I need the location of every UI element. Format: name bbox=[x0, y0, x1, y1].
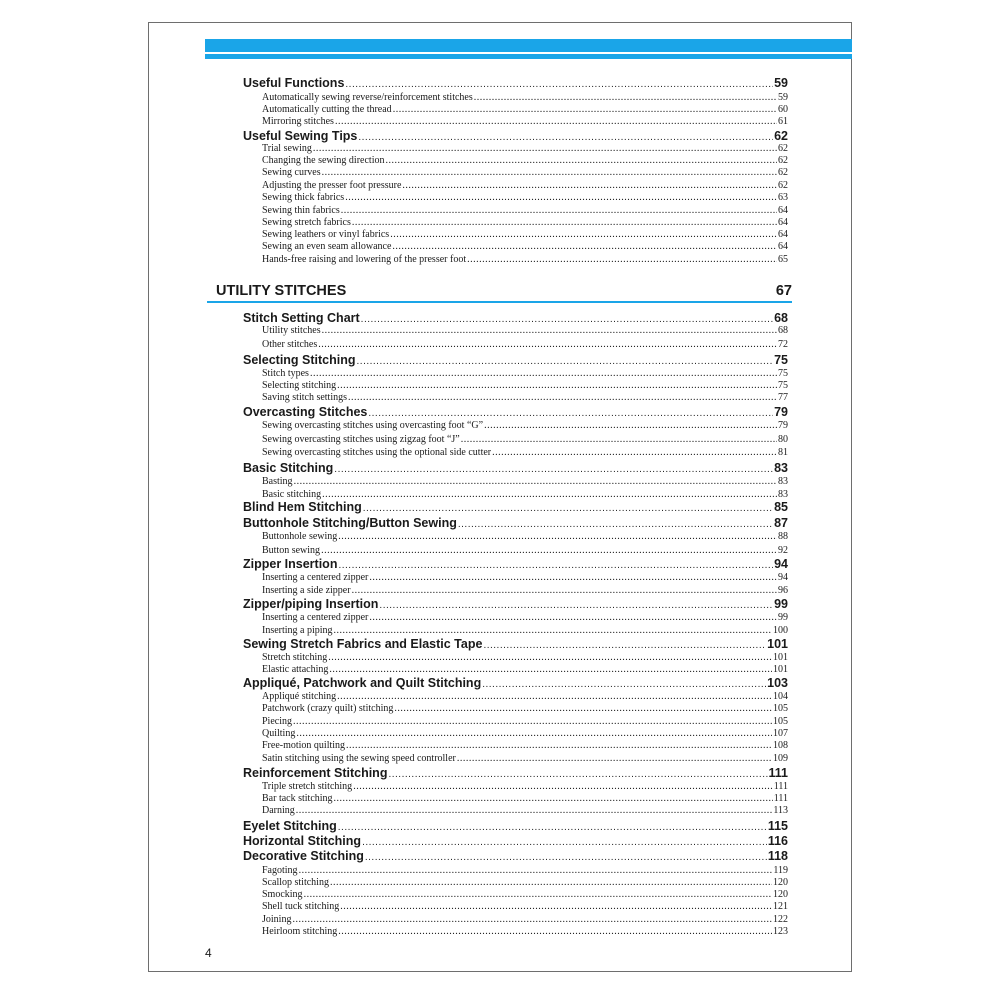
toc-subtitle: Triple stretch stitching bbox=[262, 781, 353, 792]
toc-entry-horizontal-stitching[interactable] bbox=[243, 834, 788, 850]
toc-subentry[interactable] bbox=[262, 155, 788, 167]
toc-subtitle: Selecting stitching bbox=[262, 380, 337, 391]
toc-subpage: 92 bbox=[778, 545, 788, 556]
toc-subtitle: Heirloom stitching bbox=[262, 926, 338, 937]
toc-page: 68 bbox=[774, 311, 788, 325]
toc-subpage: 105 bbox=[773, 703, 788, 714]
toc-subpage: 64 bbox=[778, 241, 788, 252]
toc-subtitle: Saving stitch settings bbox=[262, 392, 347, 403]
toc-subtitle: Inserting a centered zipper bbox=[262, 612, 369, 623]
toc-subtitle: Inserting a side zipper bbox=[262, 585, 351, 596]
toc-title: Buttonhole Stitching/Button Sewing bbox=[243, 516, 457, 530]
toc-subentry[interactable] bbox=[262, 926, 788, 938]
toc-page: 79 bbox=[774, 405, 788, 419]
toc-subpage: 120 bbox=[773, 889, 788, 900]
toc-subpage: 64 bbox=[778, 229, 788, 240]
toc-title: Appliqué, Patchwork and Quilt Stitching bbox=[243, 676, 482, 690]
toc-subentry[interactable] bbox=[262, 476, 788, 488]
toc-page: 62 bbox=[774, 129, 788, 143]
toc-title: Useful Functions bbox=[243, 76, 345, 90]
toc-subpage: 72 bbox=[778, 339, 788, 350]
toc-subpage: 123 bbox=[773, 926, 788, 937]
toc-title: Sewing Stretch Fabrics and Elastic Tape bbox=[243, 637, 483, 651]
toc-subentry[interactable] bbox=[262, 192, 788, 204]
toc-subtitle: Smocking bbox=[262, 889, 303, 900]
toc-subtitle: Stitch types bbox=[262, 368, 309, 379]
toc-subtitle: Sewing overcasting stitches using the optional side cutter bbox=[262, 447, 492, 458]
toc-subentry[interactable] bbox=[262, 652, 788, 664]
toc-title: Zipper Insertion bbox=[243, 557, 338, 571]
toc-subtitle: Inserting a piping bbox=[262, 625, 333, 636]
toc-subtitle: Buttonhole sewing bbox=[262, 531, 338, 542]
toc-subtitle: Scallop stitching bbox=[262, 877, 329, 888]
toc-subentry[interactable] bbox=[262, 434, 788, 446]
toc-subentry[interactable] bbox=[262, 229, 788, 241]
page-number: 4 bbox=[205, 946, 212, 960]
toc-subtitle: Joining bbox=[262, 914, 292, 925]
toc-subpage: 68 bbox=[778, 325, 788, 336]
toc-entry-zipper-piping-insertion[interactable] bbox=[243, 597, 788, 613]
toc-subpage: 108 bbox=[773, 740, 788, 751]
toc-subentry[interactable] bbox=[262, 664, 788, 676]
toc-subtitle: Sewing overcasting stitches using overcasting foot “G” bbox=[262, 420, 484, 431]
toc-subpage: 120 bbox=[773, 877, 788, 888]
toc-subtitle: Trial sewing bbox=[262, 143, 312, 154]
toc-subtitle: Patchwork (crazy quilt) stitching bbox=[262, 703, 394, 714]
toc-subpage: 94 bbox=[778, 572, 788, 583]
toc-subpage: 104 bbox=[773, 691, 788, 702]
toc-subpage: 60 bbox=[778, 104, 788, 115]
toc-title: Blind Hem Stitching bbox=[243, 500, 362, 514]
toc-subentry[interactable] bbox=[262, 625, 788, 637]
toc-subtitle: Sewing leathers or vinyl fabrics bbox=[262, 229, 390, 240]
toc-subpage: 109 bbox=[773, 753, 788, 764]
toc-title: Selecting Stitching bbox=[243, 353, 356, 367]
toc-title: Basic Stitching bbox=[243, 461, 334, 475]
toc-subpage: 100 bbox=[773, 625, 788, 636]
toc-title: Stitch Setting Chart bbox=[243, 311, 360, 325]
toc-subtitle: Sewing thin fabrics bbox=[262, 205, 340, 216]
toc-entry-basic-stitching[interactable] bbox=[243, 461, 788, 477]
toc-subentry[interactable] bbox=[262, 545, 788, 557]
toc-subpage: 101 bbox=[773, 652, 788, 663]
toc-subentry[interactable] bbox=[262, 325, 788, 337]
toc-subtitle: Hands-free raising and lowering of the presser foot bbox=[262, 254, 467, 265]
section-page: 67 bbox=[775, 283, 792, 299]
toc-title: Reinforcement Stitching bbox=[243, 766, 388, 780]
toc-subpage: 75 bbox=[778, 368, 788, 379]
toc-subentry[interactable] bbox=[262, 167, 788, 179]
toc-page: 116 bbox=[767, 834, 788, 848]
toc-subentry[interactable] bbox=[262, 339, 788, 351]
toc-subpage: 121 bbox=[773, 901, 788, 912]
toc-subentry[interactable] bbox=[262, 420, 788, 432]
toc-subentry[interactable] bbox=[262, 92, 788, 104]
toc-page: 118 bbox=[767, 849, 788, 863]
toc-entry-stretch-fabrics[interactable] bbox=[243, 637, 788, 653]
toc-subentry[interactable] bbox=[262, 889, 788, 901]
toc-subpage: 111 bbox=[773, 793, 788, 804]
toc-subentry[interactable] bbox=[262, 447, 788, 459]
toc-entry-useful-functions[interactable] bbox=[243, 76, 788, 92]
toc-entry-blind-hem-stitching[interactable] bbox=[243, 500, 788, 516]
toc-subentry[interactable] bbox=[262, 793, 788, 805]
toc-subtitle: Shell tuck stitching bbox=[262, 901, 340, 912]
toc-subentry[interactable] bbox=[262, 585, 788, 597]
toc-subtitle: Free-motion quilting bbox=[262, 740, 346, 751]
toc-subpage: 62 bbox=[778, 167, 788, 178]
toc-subpage: 63 bbox=[778, 192, 788, 203]
toc-subpage: 62 bbox=[778, 143, 788, 154]
toc-subentry[interactable] bbox=[262, 254, 788, 266]
toc-subentry[interactable] bbox=[262, 703, 788, 715]
toc-subpage: 77 bbox=[778, 392, 788, 403]
toc-page: 59 bbox=[774, 76, 788, 90]
toc-subentry[interactable] bbox=[262, 865, 788, 877]
toc-subtitle: Changing the sewing direction bbox=[262, 155, 385, 166]
toc-subtitle: Basic stitching bbox=[262, 489, 322, 500]
toc-entry-applique[interactable] bbox=[243, 676, 788, 692]
toc-subpage: 119 bbox=[773, 865, 788, 876]
toc-subtitle: Automatically cutting the thread bbox=[262, 104, 392, 115]
toc-subpage: 88 bbox=[778, 531, 788, 542]
toc-subtitle: Basting bbox=[262, 476, 293, 487]
toc-subtitle: Elastic attaching bbox=[262, 664, 329, 675]
toc-subentry[interactable] bbox=[262, 781, 788, 793]
toc-subpage: 105 bbox=[773, 716, 788, 727]
toc-entry-selecting-stitching[interactable] bbox=[243, 353, 788, 369]
toc-page: 75 bbox=[774, 353, 788, 367]
toc-subpage: 99 bbox=[778, 612, 788, 623]
toc-subpage: 107 bbox=[773, 728, 788, 739]
toc-page: 94 bbox=[774, 557, 788, 571]
toc-page: 87 bbox=[774, 516, 788, 530]
toc-entry-zipper-insertion[interactable] bbox=[243, 557, 788, 573]
toc-subpage: 64 bbox=[778, 205, 788, 216]
toc-subentry[interactable] bbox=[262, 368, 788, 380]
toc-page: 103 bbox=[767, 676, 788, 690]
toc-subentry[interactable] bbox=[262, 805, 788, 817]
toc-subentry[interactable] bbox=[262, 877, 788, 889]
toc-subtitle: Sewing an even seam allowance bbox=[262, 241, 392, 252]
toc-subpage: 101 bbox=[773, 664, 788, 675]
toc-subpage: 61 bbox=[778, 116, 788, 127]
toc-subtitle: Appliqué stitching bbox=[262, 691, 337, 702]
toc-title: Horizontal Stitching bbox=[243, 834, 362, 848]
toc-subentry[interactable] bbox=[262, 116, 788, 128]
toc-subpage: 75 bbox=[778, 380, 788, 391]
toc-entry-decorative-stitching[interactable] bbox=[243, 849, 788, 865]
toc-subtitle: Other stitches bbox=[262, 339, 318, 350]
header-bar bbox=[205, 39, 852, 59]
toc-subtitle: Quilting bbox=[262, 728, 296, 739]
toc-subpage: 83 bbox=[778, 489, 788, 500]
toc-page: 85 bbox=[774, 500, 788, 514]
toc-page: 101 bbox=[767, 637, 788, 651]
toc-subtitle: Utility stitches bbox=[262, 325, 321, 336]
toc-page: 111 bbox=[768, 766, 788, 780]
toc-subentry[interactable] bbox=[262, 205, 788, 217]
toc-subentry[interactable] bbox=[262, 143, 788, 155]
toc-subpage: 122 bbox=[773, 914, 788, 925]
toc-subpage: 65 bbox=[778, 254, 788, 265]
toc-subtitle: Sewing overcasting stitches using zigzag foot “J” bbox=[262, 434, 460, 445]
toc-subtitle: Sewing curves bbox=[262, 167, 321, 178]
toc-subentry[interactable] bbox=[262, 691, 788, 703]
toc-subtitle: Darning bbox=[262, 805, 295, 816]
toc-subentry[interactable] bbox=[262, 728, 788, 740]
toc-subtitle: Button sewing bbox=[262, 545, 321, 556]
toc-title: Decorative Stitching bbox=[243, 849, 364, 863]
toc-subtitle: Inserting a centered zipper bbox=[262, 572, 369, 583]
toc-entry-reinforcement-stitching[interactable] bbox=[243, 766, 788, 782]
toc-subpage: 59 bbox=[778, 92, 788, 103]
toc-subentry[interactable] bbox=[262, 104, 788, 116]
toc-page: 99 bbox=[774, 597, 788, 611]
toc-subtitle: Sewing thick fabrics bbox=[262, 192, 345, 203]
toc-title: Overcasting Stitches bbox=[243, 405, 368, 419]
section-title[interactable]: UTILITY STITCHES bbox=[216, 283, 347, 299]
toc-subentry[interactable] bbox=[262, 914, 788, 926]
toc-subentry[interactable] bbox=[262, 180, 788, 192]
toc-subentry[interactable] bbox=[262, 531, 788, 543]
toc-subpage: 113 bbox=[773, 805, 788, 816]
toc-subentry[interactable] bbox=[262, 612, 788, 624]
toc-title: Eyelet Stitching bbox=[243, 819, 337, 833]
toc-subtitle: Piecing bbox=[262, 716, 292, 727]
toc-entry-eyelet-stitching[interactable] bbox=[243, 819, 788, 835]
toc-subpage: 83 bbox=[778, 476, 788, 487]
toc-entry-buttonhole-stitching[interactable] bbox=[243, 516, 788, 532]
toc-subpage: 96 bbox=[778, 585, 788, 596]
toc-subtitle: Automatically sewing reverse/reinforcement stitches bbox=[262, 92, 473, 103]
toc-subtitle: Sewing stretch fabrics bbox=[262, 217, 351, 228]
toc-subpage: 81 bbox=[778, 447, 788, 458]
toc-title: Useful Sewing Tips bbox=[243, 129, 358, 143]
toc-subtitle: Bar tack stitching bbox=[262, 793, 333, 804]
toc-subentry[interactable] bbox=[262, 392, 788, 404]
toc-subentry[interactable] bbox=[262, 753, 788, 765]
toc-subpage: 62 bbox=[778, 155, 788, 166]
toc-subtitle: Satin stitching using the sewing speed controller bbox=[262, 753, 456, 764]
toc-subtitle: Fagoting bbox=[262, 865, 298, 876]
toc-subentry[interactable] bbox=[262, 572, 788, 584]
toc-page: 115 bbox=[767, 819, 788, 833]
toc-subentry[interactable] bbox=[262, 217, 788, 229]
toc-subpage: 62 bbox=[778, 180, 788, 191]
toc-page: 83 bbox=[774, 461, 788, 475]
toc-entry-overcasting-stitches[interactable] bbox=[243, 405, 788, 421]
toc-subpage: 80 bbox=[778, 434, 788, 445]
toc-subentry[interactable] bbox=[262, 901, 788, 913]
toc-subpage: 64 bbox=[778, 217, 788, 228]
toc-subtitle: Stretch stitching bbox=[262, 652, 328, 663]
toc-title: Zipper/piping Insertion bbox=[243, 597, 379, 611]
toc-subentry[interactable] bbox=[262, 740, 788, 752]
section-rule bbox=[207, 301, 792, 303]
toc-subpage: 111 bbox=[773, 781, 788, 792]
toc-subentry[interactable] bbox=[262, 716, 788, 728]
toc-subtitle: Mirroring stitches bbox=[262, 116, 334, 127]
toc-subpage: 79 bbox=[778, 420, 788, 431]
toc-subentry[interactable] bbox=[262, 241, 788, 253]
toc-subentry[interactable] bbox=[262, 380, 788, 392]
toc-subtitle: Adjusting the presser foot pressure bbox=[262, 180, 402, 191]
